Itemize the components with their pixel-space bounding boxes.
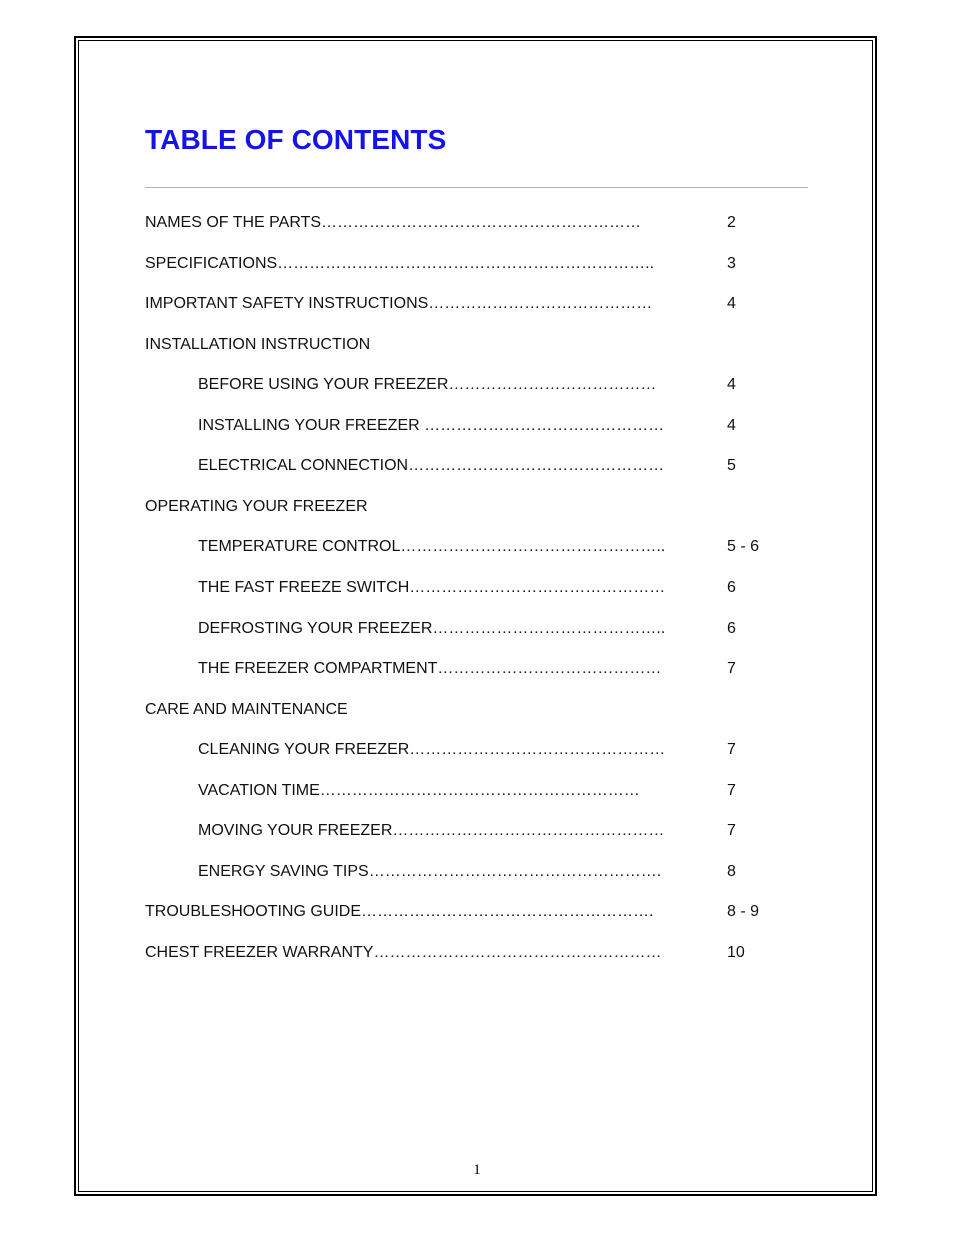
toc-entry[interactable] [145, 335, 370, 355]
footer-page-number: 1 [473, 1162, 481, 1178]
toc-entry[interactable] [198, 578, 665, 598]
toc-entry-label: BEFORE USING YOUR FREEZER [198, 376, 449, 393]
toc-entry-leader: …………………………………… [428, 295, 653, 312]
toc-entry-leader: …………………………………………………… [321, 214, 642, 231]
toc-entry-label: NAMES OF THE PARTS [145, 214, 322, 231]
toc-entry-label: MOVING YOUR FREEZER [198, 822, 393, 839]
toc-entry-page: 10 [727, 944, 745, 961]
toc-entry[interactable] [145, 254, 654, 274]
toc-entry[interactable] [198, 537, 665, 557]
toc-entry-leader: ……………………………………… [424, 417, 665, 434]
toc-entry-leader: ……………………………………………… [373, 944, 662, 961]
toc-entry-page: 5 [727, 457, 736, 474]
toc-entry-leader: …………………………………… [437, 660, 662, 677]
toc-entry-page: 6 [727, 579, 736, 596]
toc-entry-leader: ………………………………… [448, 376, 657, 393]
toc-entry-label: THE FAST FREEZE SWITCH [198, 579, 410, 596]
toc-entry[interactable] [145, 902, 653, 922]
toc-entry-leader: ………………………………………….. [400, 538, 666, 555]
toc-entry-page: 7 [727, 782, 736, 799]
toc-entry-page: 6 [727, 620, 736, 637]
toc-entry-page: 4 [727, 376, 736, 393]
toc-entry-label: INSTALLATION INSTRUCTION [145, 336, 371, 353]
toc-entry[interactable] [145, 700, 348, 720]
toc-entry-label: IMPORTANT SAFETY INSTRUCTIONS [145, 295, 429, 312]
toc-entry-label: TROUBLESHOOTING GUIDE [145, 903, 362, 920]
toc-entry-label: VACATION TIME [198, 782, 320, 799]
toc-entry-leader: …………………………………………………………….. [277, 255, 655, 272]
toc-entry-page: 7 [727, 822, 736, 839]
toc-entry-page: 2 [727, 214, 736, 231]
toc-entry-label: ENERGY SAVING TIPS [198, 863, 369, 880]
toc-entry[interactable] [198, 821, 664, 841]
toc-entry-label: THE FREEZER COMPARTMENT [198, 660, 438, 677]
toc-entry[interactable] [198, 740, 665, 760]
toc-entry[interactable] [145, 497, 368, 517]
toc-entry[interactable] [198, 781, 640, 801]
toc-entry-leader: ………………………………………… [409, 579, 666, 596]
toc-entry-label: CARE AND MAINTENANCE [145, 701, 348, 718]
toc-entry-page: 8 [727, 863, 736, 880]
toc-entry-label: INSTALLING YOUR FREEZER [198, 417, 425, 434]
toc-entry-label: OPERATING YOUR FREEZER [145, 498, 368, 515]
toc-entry-leader: ………………………………………… [409, 741, 666, 758]
toc-entry-label: CHEST FREEZER WARRANTY [145, 944, 374, 961]
toc-entry-leader: …………………………………………………… [319, 782, 640, 799]
toc-entry[interactable] [145, 294, 652, 314]
toc-entry[interactable] [145, 943, 661, 963]
toc-entry-label: ELECTRICAL CONNECTION [198, 457, 409, 474]
toc-entry-page: 7 [727, 741, 736, 758]
toc-entry-page: 5 - 6 [727, 538, 760, 555]
toc-entry[interactable] [198, 416, 664, 436]
toc-entry-page: 4 [727, 417, 736, 434]
toc-entry[interactable] [198, 456, 664, 476]
toc-entry-page: 8 - 9 [727, 903, 760, 920]
toc-entry-page: 3 [727, 255, 736, 272]
toc-entry[interactable] [198, 375, 656, 395]
toc-entry-label: TEMPERATURE CONTROL [198, 538, 401, 555]
toc-entry-leader: ………………………………………………. [361, 903, 654, 920]
toc-entry-leader: …………………………………………… [392, 822, 665, 839]
toc-entry[interactable] [198, 659, 661, 679]
toc-entry-leader: …………………………………….. [432, 620, 666, 637]
toc-entry-leader: ………………………………………………. [368, 863, 662, 880]
toc-entry-page: 7 [727, 660, 736, 677]
toc-entry[interactable] [198, 619, 665, 639]
toc-entry[interactable] [145, 213, 641, 233]
toc-entry[interactable] [198, 862, 661, 882]
toc-entry-leader: ………………………………………… [408, 457, 665, 474]
toc-entry-label: DEFROSTING YOUR FREEZER [198, 620, 433, 637]
page-title: TABLE OF CONTENTS [145, 124, 447, 155]
toc-entry-page: 4 [727, 295, 736, 312]
toc-entry-label: SPECIFICATIONS [145, 255, 278, 272]
toc-entry-label: CLEANING YOUR FREEZER [198, 741, 410, 758]
